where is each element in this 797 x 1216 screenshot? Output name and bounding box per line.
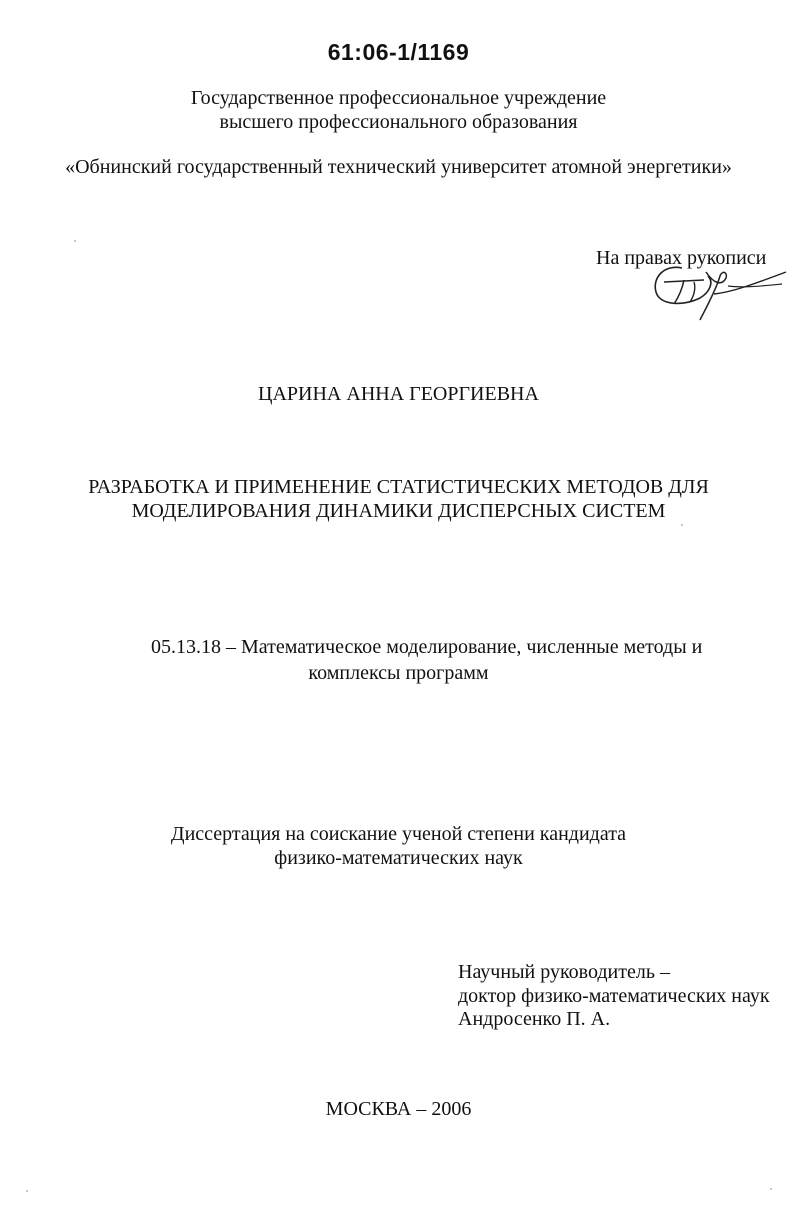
specialty-line-2: комплексы программ	[308, 662, 489, 684]
supervisor-degree: доктор физико-математических наук	[458, 985, 770, 1007]
degree-line-1: Диссертация на соискание ученой степени кандидата	[170, 823, 627, 845]
scan-speck	[681, 524, 683, 526]
city-year: МОСКВА – 2006	[325, 1098, 472, 1120]
scan-speck	[74, 240, 76, 242]
institution-line-2: высшего профессионального образования	[219, 111, 578, 133]
title-line-1: РАЗРАБОТКА И ПРИМЕНЕНИЕ СТАТИСТИЧЕСКИХ МЕТОДОВ ДЛЯ	[88, 476, 709, 498]
scan-speck	[770, 1188, 772, 1190]
supervisor-name: Андросенко П. А.	[458, 1008, 611, 1030]
author-name: ЦАРИНА АННА ГЕОРГИЕВНА	[258, 383, 539, 405]
handwritten-signature	[644, 258, 794, 328]
scan-speck	[26, 1190, 28, 1192]
specialty-line-1: 05.13.18 – Математическое моделирование, численные методы и	[151, 636, 703, 658]
title-line-2: МОДЕЛИРОВАНИЯ ДИНАМИКИ ДИСПЕРСНЫХ СИСТЕМ	[131, 500, 666, 522]
archive-code: 61:06-1/1169	[327, 39, 470, 65]
institution-line-1: Государственное профессиональное учреждение	[190, 87, 607, 109]
institution-name: «Обнинский государственный технический университет атомной энергетики»	[65, 156, 732, 178]
degree-line-2: физико-математических наук	[274, 847, 523, 869]
manuscript-note: На правах рукописи	[596, 247, 767, 269]
supervisor-role: Научный руководитель –	[458, 961, 670, 983]
